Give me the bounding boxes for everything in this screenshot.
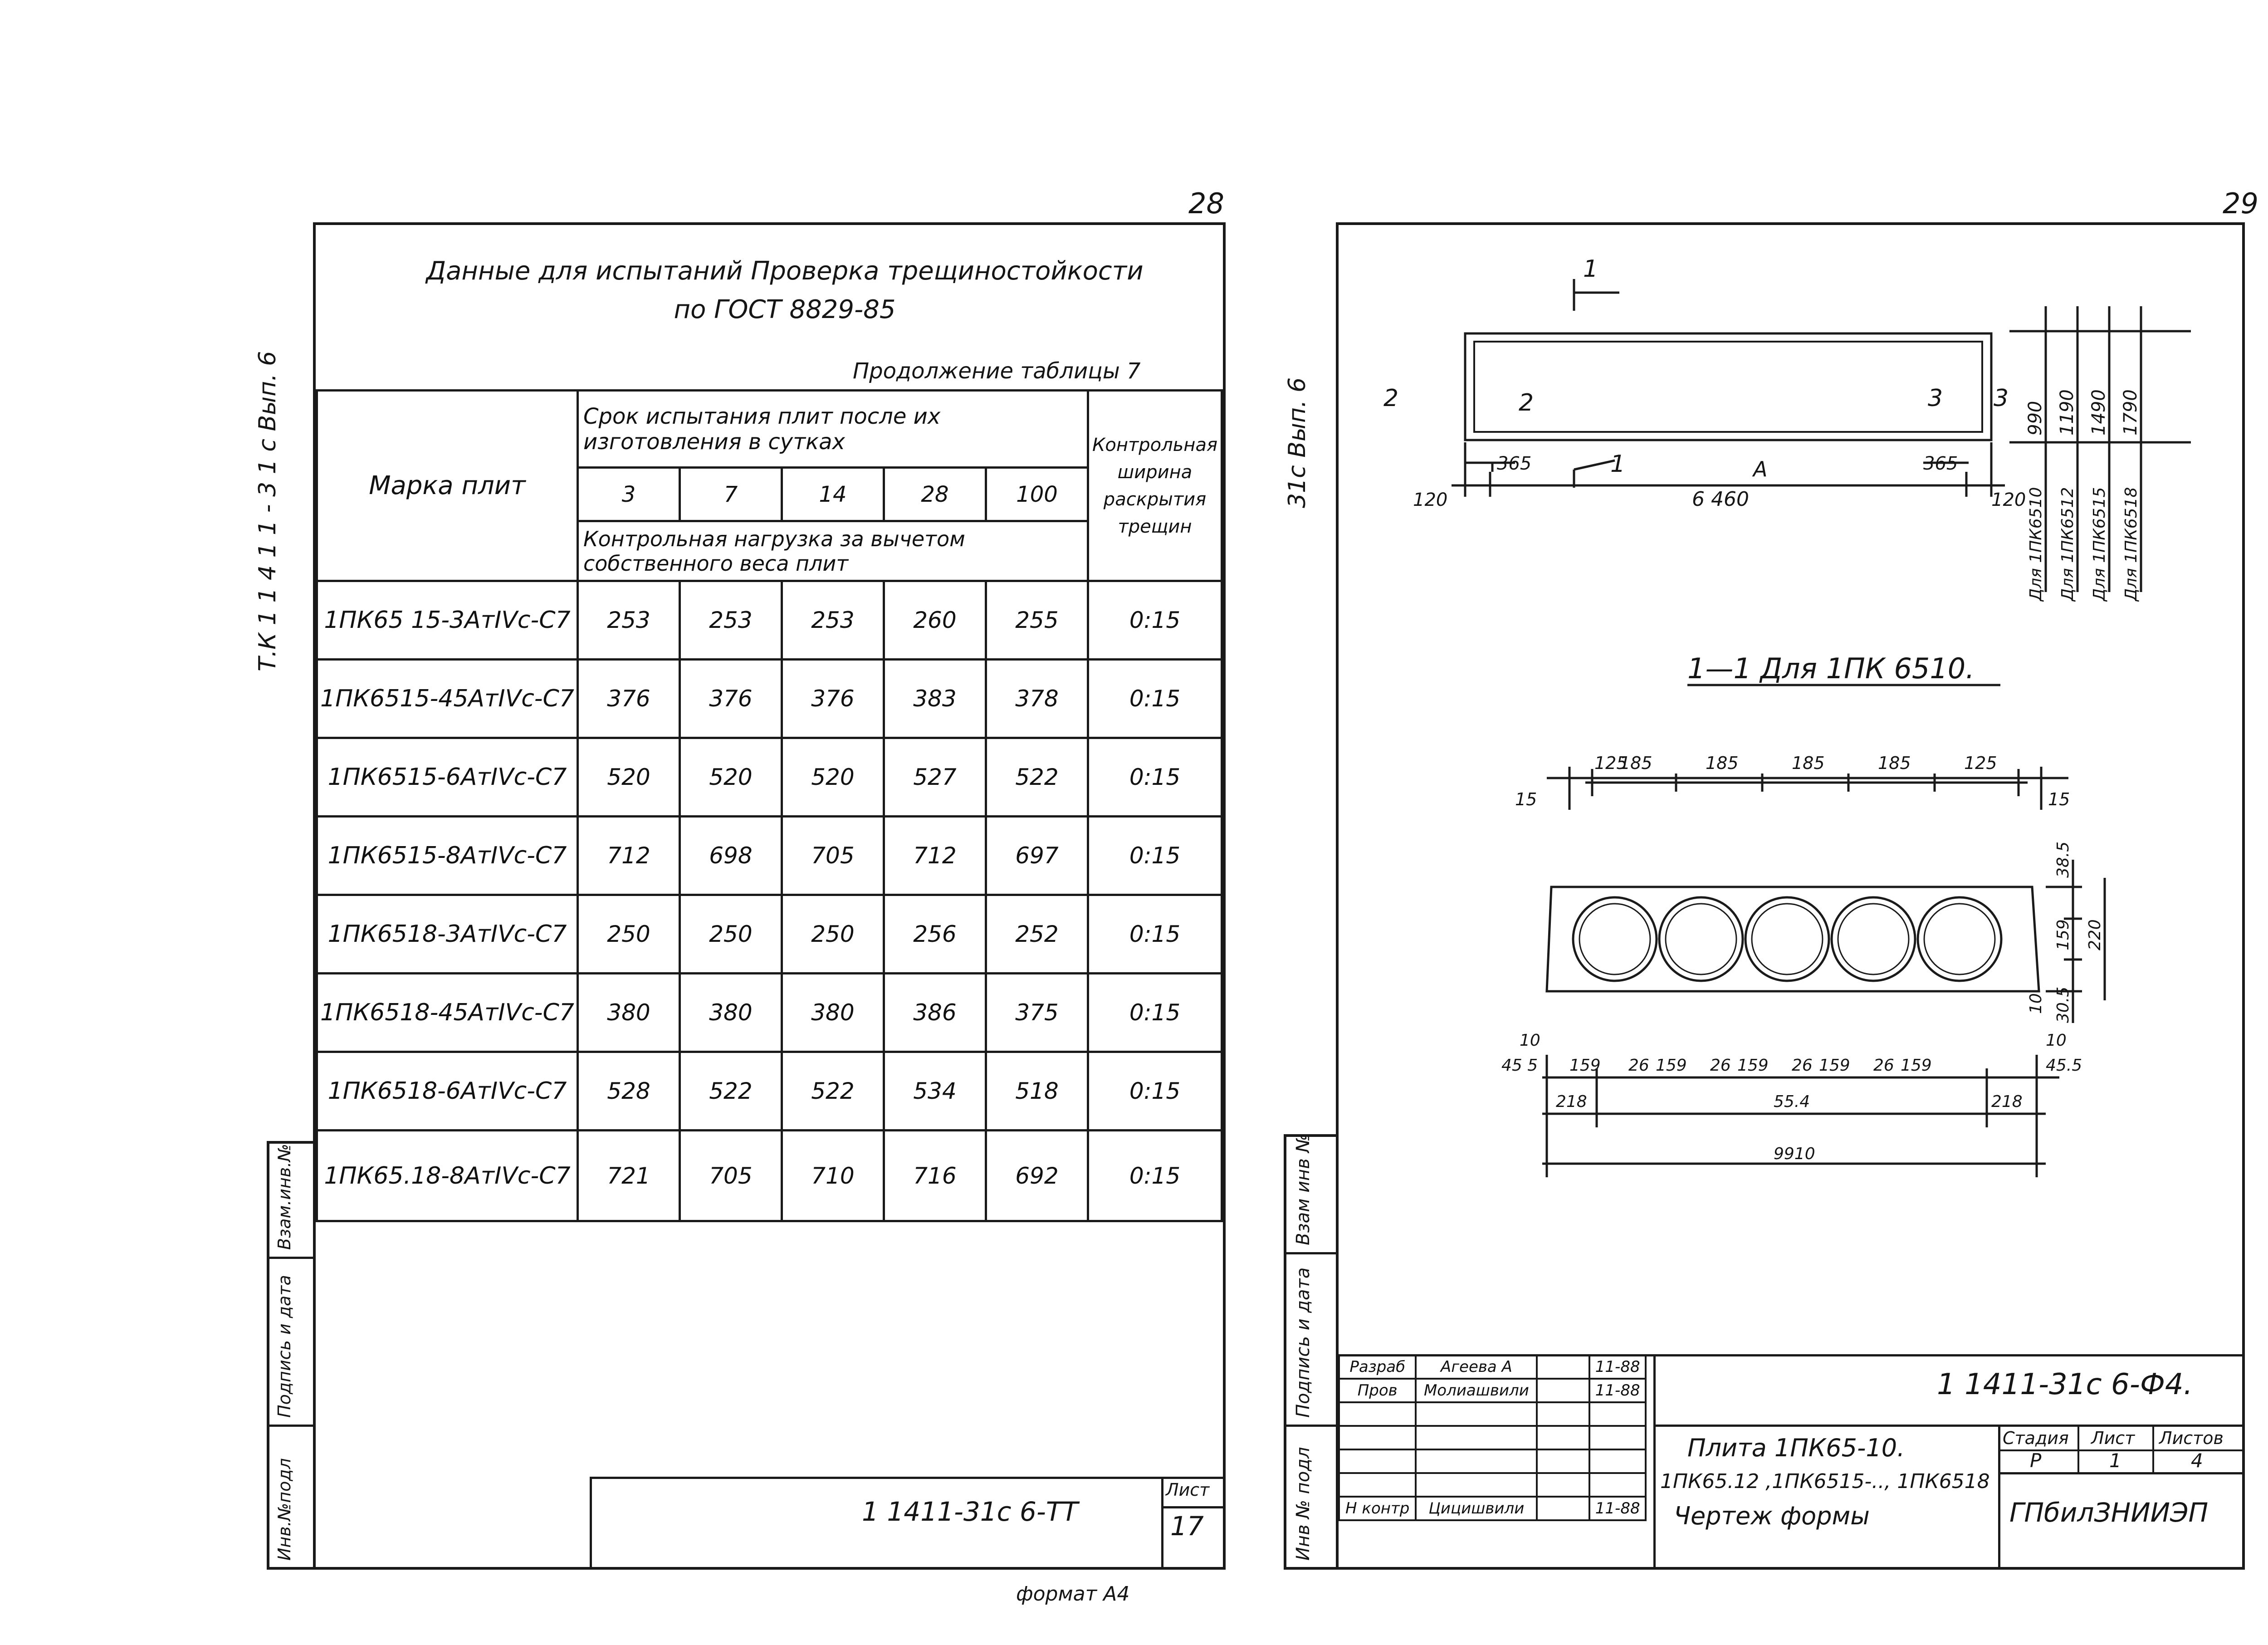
brand-cell: 1ПК6515-8АтIVс-С7 [317, 817, 578, 895]
right-page-number: 29 [2223, 187, 2258, 220]
brand-cell: 1ПК65 15-3АтIVс-С7 [317, 581, 578, 660]
dim-length: 6 460 [1692, 488, 1749, 511]
dim-bottom: 55.4 [1774, 1092, 1810, 1111]
width-for-label: Для 1ПК6518 [2122, 487, 2141, 601]
value-cell: 528 [578, 1052, 680, 1131]
margin-divider [1284, 1425, 1336, 1427]
brand-cell: 1ПК6518-3АтIVс-С7 [317, 895, 578, 974]
load-header: Контрольная нагрузка за вычетом собственного веса плит [578, 521, 1088, 581]
value-cell: 522 [679, 1052, 782, 1131]
value-cell: 712 [884, 817, 986, 895]
crack-cell: 0:15 [1088, 1131, 1222, 1221]
value-cell: 253 [578, 581, 680, 660]
dim-top: 15 [2048, 789, 2070, 809]
crack-cell: 0:15 [1088, 974, 1222, 1052]
right-side-code: 31с Вып. 6 [1284, 377, 1311, 508]
left-sheet-number: 17 [1170, 1511, 1204, 1542]
dim-top: 125 [1594, 753, 1628, 773]
margin-label-replace: Взам инв № [1293, 1133, 1314, 1245]
value-cell: 705 [782, 817, 884, 895]
dim-side: 10 [2027, 993, 2045, 1014]
table-row [317, 895, 1222, 974]
left-stamp-divider [1161, 1477, 1163, 1567]
crack-cell: 0:15 [1088, 660, 1222, 738]
void-circle [1918, 897, 2001, 981]
dim-bottom: 159 [1901, 1056, 1932, 1075]
role-cell: Разраб [1339, 1355, 1416, 1379]
role-cell: Пров [1339, 1379, 1416, 1402]
dim-bottom-total: 9910 [1774, 1145, 1815, 1163]
value-cell: 252 [986, 895, 1088, 974]
drawing-name-line2: 1ПК65.12 ,1ПК6515-.., 1ПК6518 [1660, 1470, 1990, 1493]
day-header: 28 [884, 468, 986, 521]
value-cell: 520 [578, 738, 680, 817]
dim-side: 38.5 [2054, 841, 2072, 878]
dim-top: 185 [1619, 753, 1652, 773]
value-cell: 250 [578, 895, 680, 974]
dim-top: 125 [1964, 753, 1997, 773]
value-cell: 383 [884, 660, 986, 738]
dim-width: 1190 [2057, 389, 2077, 436]
width-for-label: Для 1ПК6512 [2058, 487, 2077, 601]
crack-header: Контрольная ширина раскрытия трещин [1088, 391, 1222, 581]
table-row [317, 817, 1222, 895]
day-header: 14 [782, 468, 884, 521]
crack-cell: 0:15 [1088, 817, 1222, 895]
date-cell: 11-88 [1589, 1379, 1646, 1402]
view-mark: А [1753, 457, 1768, 481]
value-cell: 378 [986, 660, 1088, 738]
value-cell: 710 [782, 1131, 884, 1221]
value-cell: 692 [986, 1131, 1088, 1221]
table-row [317, 1131, 1222, 1221]
view-mark: 2 [1519, 389, 1534, 416]
dim-bottom: 10 [1520, 1031, 1540, 1050]
dim-side: 30.5 [2054, 986, 2072, 1023]
dim-end-right: 120 [1991, 490, 2026, 510]
crack-cell: 0:15 [1088, 738, 1222, 817]
date-cell: 11-88 [1589, 1355, 1646, 1379]
stage-label: Стадия [2003, 1428, 2069, 1448]
table-row [317, 738, 1222, 817]
dim-bottom: 26 [1628, 1056, 1649, 1075]
section-title: 1—1 Для 1ПК 6510. [1687, 652, 1975, 685]
dim-width: 1790 [2120, 389, 2141, 436]
left-title-line1: Данные для испытаний Проверка трещиностойкости [426, 256, 1144, 286]
dim-width: 990 [2025, 401, 2046, 436]
slab-section [1547, 887, 2039, 991]
dim-bottom: 26 [1873, 1056, 1894, 1075]
dim-width: 1490 [2088, 389, 2109, 436]
drawing-name-line1: Плита 1ПК65-10. [1687, 1434, 1905, 1462]
left-stamp-code: 1 1411-31с 6-ТТ [862, 1496, 1078, 1527]
value-cell: 527 [884, 738, 986, 817]
value-cell: 256 [884, 895, 986, 974]
margin-divider [267, 1257, 314, 1259]
brand-header: Марка плит [317, 391, 578, 581]
name-cell: Агеева А [1416, 1355, 1537, 1379]
view-mark: 3 [1928, 385, 1943, 412]
title-block-divider [1653, 1354, 1656, 1567]
left-sheet-label: Лист [1166, 1480, 1210, 1500]
value-cell: 250 [679, 895, 782, 974]
role-cell: Н контр [1339, 1497, 1416, 1520]
margin-label-inv: Инв.№подл [274, 1458, 294, 1561]
sheets-label: Листов [2159, 1428, 2224, 1448]
margin-divider [267, 1425, 314, 1427]
day-header: 100 [986, 468, 1088, 521]
format-label: формат А4 [1016, 1582, 1130, 1606]
dim-bottom: 10 [2046, 1031, 2067, 1050]
margin-label-signature: Подпись и дата [274, 1275, 294, 1418]
name-cell: Цицишвили [1416, 1497, 1537, 1520]
value-cell: 376 [679, 660, 782, 738]
dim-offset-right: 365 [1923, 453, 1958, 474]
brand-cell: 1ПК6518-45АтIVс-С7 [317, 974, 578, 1052]
view-mark: 2 [1383, 385, 1399, 412]
signature-cell [1537, 1379, 1589, 1402]
value-cell: 260 [884, 581, 986, 660]
table-row [317, 974, 1222, 1052]
form-drawing [1338, 225, 2241, 1350]
value-cell: 380 [679, 974, 782, 1052]
brand-cell: 1ПК6515-6АтIVс-С7 [317, 738, 578, 817]
dim-bottom: 45.5 [2046, 1056, 2082, 1075]
value-cell: 522 [986, 738, 1088, 817]
drawing-name-line3: Чертеж формы [1674, 1502, 1870, 1530]
value-cell: 255 [986, 581, 1088, 660]
dim-bottom: 26 [1792, 1056, 1813, 1075]
continuation-label: Продолжение таблицы 7 [853, 358, 1141, 384]
margin-label-inv: Инв № подл [1293, 1447, 1314, 1561]
left-page-number: 28 [1188, 187, 1224, 220]
table-row [317, 660, 1222, 738]
sheet-label: Лист [2091, 1428, 2135, 1448]
plan-inner [1474, 342, 1982, 432]
dim-bottom: 45 5 [1501, 1056, 1538, 1075]
organization: ГПбилЗНИИЭП [2009, 1497, 2209, 1528]
dim-offset-left: 365 [1497, 453, 1532, 474]
dim-bottom: 159 [1737, 1056, 1769, 1075]
view-mark: 3 [1994, 385, 2009, 412]
void-circle [1573, 897, 1657, 981]
dim-top: 185 [1706, 753, 1739, 773]
cut-mark: 1 [1610, 450, 1626, 478]
value-cell: 520 [679, 738, 782, 817]
dim-bottom: 159 [1569, 1056, 1601, 1075]
table-row [317, 581, 1222, 660]
value-cell: 705 [679, 1131, 782, 1221]
term-header: Срок испытания плит после их изготовления в сутках [578, 391, 1088, 468]
date-cell: 11-88 [1589, 1497, 1646, 1520]
dim-bottom: 26 [1710, 1056, 1731, 1075]
value-cell: 253 [679, 581, 782, 660]
dim-side: 220 [2086, 919, 2104, 950]
brand-cell: 1ПК6515-45АтIVс-С7 [317, 660, 578, 738]
value-cell: 518 [986, 1052, 1088, 1131]
value-cell: 712 [578, 817, 680, 895]
title-block-divider [1998, 1425, 2000, 1567]
title-block-divider [2152, 1425, 2154, 1472]
dim-end-left: 120 [1413, 490, 1448, 510]
value-cell: 376 [578, 660, 680, 738]
void-circle [1659, 897, 1743, 981]
signature-cell [1537, 1497, 1589, 1520]
plan-outer [1465, 333, 1991, 440]
dim-bottom: 159 [1819, 1056, 1850, 1075]
title-block-divider [2077, 1425, 2079, 1472]
cut-mark: 1 [1583, 255, 1598, 283]
left-stamp-divider [1161, 1506, 1223, 1508]
crack-cell: 0:15 [1088, 895, 1222, 974]
left-side-code: Т.К 1 1 4 1 1 - 3 1 с Вып. 6 [254, 351, 281, 671]
dim-top: 185 [1792, 753, 1825, 773]
drawing-code: 1 1411-31с 6-Ф4. [1937, 1368, 2193, 1401]
width-for-label: Для 1ПК6510 [2027, 487, 2045, 601]
value-cell: 721 [578, 1131, 680, 1221]
width-for-label: Для 1ПК6515 [2090, 487, 2109, 601]
value-cell: 534 [884, 1052, 986, 1131]
value-cell: 697 [986, 817, 1088, 895]
margin-divider [1284, 1252, 1336, 1254]
title-block-divider [1998, 1472, 2242, 1474]
name-cell: Молиашвили [1416, 1379, 1537, 1402]
title-block-signatures [1338, 1354, 1647, 1521]
sheet-value: 1 [2109, 1449, 2121, 1472]
margin-label-signature: Подпись и дата [1293, 1267, 1314, 1418]
brand-cell: 1ПК6518-6АтIVс-С7 [317, 1052, 578, 1131]
day-header: 3 [578, 468, 680, 521]
crack-resistance-table [316, 389, 1223, 1222]
dim-bottom: 159 [1656, 1056, 1687, 1075]
value-cell: 716 [884, 1131, 986, 1221]
margin-label-replace: Взам.инв.№ [274, 1144, 294, 1250]
crack-cell: 0:15 [1088, 581, 1222, 660]
value-cell: 380 [578, 974, 680, 1052]
left-title-line2: по ГОСТ 8829-85 [674, 295, 896, 324]
value-cell: 522 [782, 1052, 884, 1131]
dim-side: 159 [2054, 919, 2072, 950]
value-cell: 250 [782, 895, 884, 974]
value-cell: 386 [884, 974, 986, 1052]
brand-cell: 1ПК65.18-8АтIVс-С7 [317, 1131, 578, 1221]
value-cell: 376 [782, 660, 884, 738]
day-header: 7 [679, 468, 782, 521]
sheets-value: 4 [2191, 1449, 2203, 1472]
value-cell: 380 [782, 974, 884, 1052]
value-cell: 698 [679, 817, 782, 895]
value-cell: 253 [782, 581, 884, 660]
dim-bottom: 218 [1991, 1092, 2023, 1111]
crack-cell: 0:15 [1088, 1052, 1222, 1131]
value-cell: 375 [986, 974, 1088, 1052]
dim-top: 15 [1515, 789, 1537, 809]
void-circle [1745, 897, 1829, 981]
dim-top: 185 [1878, 753, 1911, 773]
signature-cell [1537, 1355, 1589, 1379]
value-cell: 520 [782, 738, 884, 817]
table-row [317, 1052, 1222, 1131]
void-circle [1832, 897, 1915, 981]
stage-value: Р [2030, 1449, 2042, 1472]
dim-bottom: 218 [1556, 1092, 1587, 1111]
